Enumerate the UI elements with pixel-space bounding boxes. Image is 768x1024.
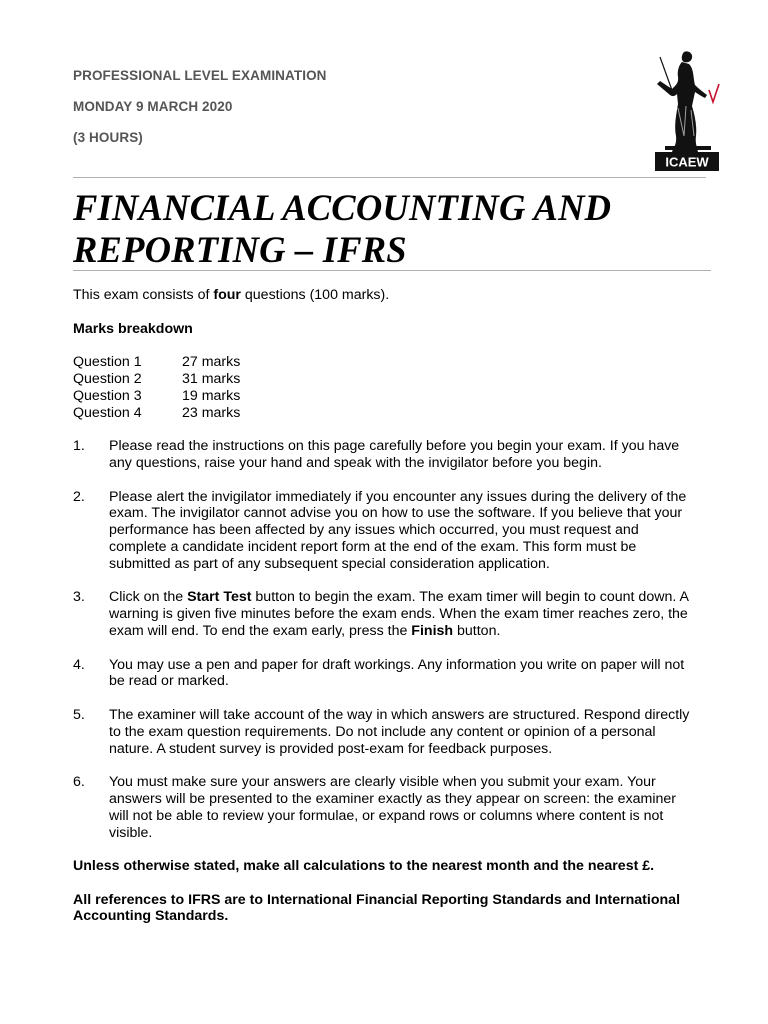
question-count: four: [213, 287, 241, 303]
instruction-item: 5. The examiner will take account of the way in which answers are structured. Respond directly to the exam question requirements. Do not include any content or opinion of a personal nature. A student survey is provided post-exam for feedback purposes.: [73, 706, 690, 757]
exam-duration: (3 HOURS): [73, 130, 143, 145]
marks-row: Question 2 31 marks: [73, 370, 241, 387]
title-divider: [73, 270, 711, 271]
logo-text: ICAEW: [665, 154, 709, 170]
icaew-statue-logo-icon: [651, 48, 723, 172]
instruction-item: 3. Click on the Start Test button to begin the exam. The exam timer will begin to count down. A warning is given five minutes before the exam ends. When the exam timer reaches zero, the exam will end. To end the exam early, press the Finish button.: [73, 589, 689, 639]
marks-heading: Marks breakdown: [73, 320, 193, 337]
exam-level: PROFESSIONAL LEVEL EXAMINATION: [73, 68, 327, 83]
start-test-label: Start Test: [187, 589, 252, 606]
exam-date: MONDAY 9 MARCH 2020: [73, 99, 233, 114]
marks-row: Question 1 27 marks: [73, 354, 241, 371]
calculation-note: Unless otherwise stated, make all calculations to the nearest month and the nearest £.: [73, 858, 655, 875]
ifrs-note: All references to IFRS are to International Financial Reporting Standards and International Accounting Standards.: [73, 891, 681, 925]
marks-row: Question 4 23 marks: [73, 404, 241, 421]
marks-row: Question 3 19 marks: [73, 387, 241, 404]
instruction-item: 4. You may use a pen and paper for draft workings. Any information you write on paper will not be read or marked.: [73, 656, 685, 690]
page-title: [73, 187, 723, 271]
marks-table: [73, 354, 743, 421]
title-line-1: FINANCIAL ACCOUNTING AND: [73, 187, 612, 228]
exam-body: [73, 287, 743, 925]
top-divider: [73, 177, 706, 178]
intro-text: This exam consists of four questions (100 marks).: [73, 287, 390, 303]
instruction-item: 6. You must make sure your answers are clearly visible when you submit your exam. Your answers will be presented to the examiner exactly as they appear on screen: the examiner will not be able to review your formulae, or expand rows or columns where content is not visible.: [73, 774, 677, 841]
instruction-item: 1. Please read the instructions on this page carefully before you begin your exam. If you have any questions, raise your hand and speak with the invigilator before you begin.: [73, 438, 680, 471]
header-meta: [73, 68, 327, 161]
icaew-logo: [651, 48, 723, 172]
finish-label: Finish: [411, 622, 454, 639]
instruction-item: 2. Please alert the invigilator immediately if you encounter any issues during the delivery of the exam. The invigilator cannot advise you on how to use the software. If you believe that your performance has been affected by any issues which occurred, you must request and complete a candidate incident report form at the end of the exam. This form must be submitted as part of any subsequent special consideration application.: [73, 488, 687, 572]
title-line-2: REPORTING – IFRS: [73, 229, 407, 270]
